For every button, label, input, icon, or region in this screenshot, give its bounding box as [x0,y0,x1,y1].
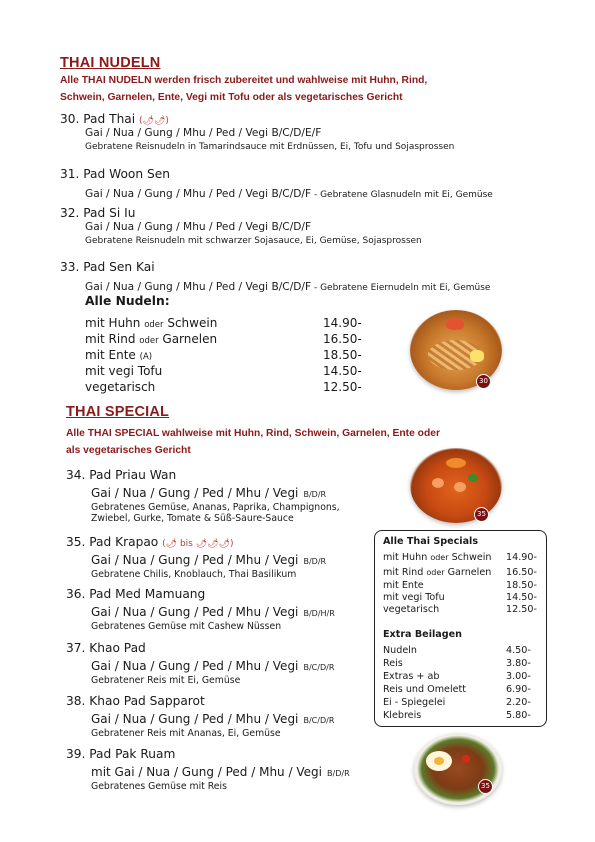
extra-price: 5.80- [506,710,531,721]
item-codes: B/D/R [327,769,350,778]
menu-item-32 [60,206,422,246]
menu-item-36 [66,587,335,632]
menu-item-30 [60,112,454,152]
box-price: 12.50- [506,604,537,615]
item-codes: B/D/R [303,557,327,566]
item-codes: B/C/D/R [303,663,335,672]
price-label-or: oder [139,336,159,346]
extra-price: 3.80- [506,658,531,669]
shrimp-shape [432,478,444,488]
desc-line: Schwein, Garnelen, Ente, Vegi mit Tofu oder als vegetarisches Gericht [60,92,403,103]
item-desc: Gebratener Reis mit Ananas, Ei, Gemüse [91,728,281,739]
item-variants-row [66,601,335,620]
box-label: mit Ente [383,580,424,591]
item-variants: Gai / Nua / Gung / Mhu / Ped / Vegi B/C/D/F [85,188,312,200]
item-variants: mit Gai / Nua / Gung / Ped / Mhu / Vegi [91,765,322,779]
item-variants-row [66,655,334,674]
menu-item-34 [66,468,340,524]
item-variants-row [66,482,340,501]
item-variants-row [60,182,493,201]
section-title-nudeln: THAI NUDELN [60,55,161,71]
box-row-label [383,567,491,578]
photo-badge: 30 [476,374,491,389]
price-label: mit Ente [85,348,140,362]
price-label: mit Rind [85,332,140,346]
specials-price-box [374,530,547,727]
spicy-indicator: (🌶 bis 🌶🌶🌶) [162,539,234,549]
price-value: 14.50- [323,364,362,378]
box-price: 16.50- [506,567,537,578]
vegetable-shape [468,474,478,482]
item-desc: Gebratenes Gemüse mit Cashew Nüssen [91,621,282,632]
item-title: 31. Pad Woon Sen [60,167,170,181]
item-variants-row [66,708,334,727]
egg-yolk-shape [434,757,444,765]
box-label-or: oder [426,568,445,577]
box-price: 14.50- [506,592,537,603]
item-desc: Gebratener Reis mit Ei, Gemüse [91,675,241,686]
pad-priau-wan-photo [410,448,502,523]
box-row-label [383,552,492,563]
item-desc: Gebratenes Gemüse mit Reis [91,781,227,792]
box-label: vegetarisch [383,604,440,615]
spicy-indicator: (🌶🌶) [139,116,169,126]
item-desc: Gebratene Chilis, Knoblauch, Thai Basilikum [91,569,297,580]
item-title: 39. Pad Pak Ruam [66,747,176,761]
prices-title: Alle Nudeln: [85,294,170,308]
extras-title: Extra Beilagen [383,629,462,640]
price-label: Schwein [163,316,218,330]
desc-line: Alle THAI NUDELN werden frisch zubereitet und wahlweise mit Huhn, Rind, [60,75,428,86]
menu-item-39 [66,747,350,792]
box-label: Schwein [448,552,492,563]
item-title: 36. Pad Med Mamuang [66,587,206,601]
box-label: mit Huhn [383,552,431,563]
price-label-note: (A) [139,352,153,362]
price-row-label [85,380,155,394]
item-codes: B/C/D/R [303,716,335,725]
extra-label: Klebreis [383,710,422,721]
price-value: 14.90- [323,316,362,330]
extra-price: 6.90- [506,684,531,695]
extra-label: Extras + ab [383,671,440,682]
price-label: Garnelen [158,332,218,346]
menu-item-33 [60,260,490,294]
extra-label: Reis und Omelett [383,684,467,695]
item-title: 30. Pad Thai [60,112,136,126]
menu-item-35 [66,535,326,580]
item-variants: Gai / Nua / Gung / Mhu / Ped / Vegi B/C/D/F [85,281,312,293]
extra-price: 3.00- [506,671,531,682]
extra-label: Ei - Spiegelei [383,697,446,708]
desc-line: Alle THAI SPECIAL wahlweise mit Huhn, Rind, Schwein, Garnelen, Ente oder [66,428,440,439]
item-title: 33. Pad Sen Kai [60,260,155,274]
item-codes: B/D/H/R [303,609,335,618]
price-label: vegetarisch [85,380,156,394]
item-variants: Gai / Nua / Gung / Ped / Mhu / Vegi [91,659,299,673]
box-title: Alle Thai Specials [383,536,479,547]
item-title-row [66,535,326,549]
item-codes: B/D/R [303,490,327,499]
price-label: mit Huhn [85,316,145,330]
item-desc: Gebratenes Gemüse, Ananas, Paprika, Champignons, [91,502,340,513]
price-row-label [85,364,162,378]
section-title-special: THAI SPECIAL [66,404,170,420]
box-label: Garnelen [444,567,492,578]
box-label: mit vegi Tofu [383,592,445,603]
price-value: 16.50- [323,332,362,346]
extra-label: Reis [383,658,403,669]
item-title: 35. Pad Krapao [66,535,159,549]
item-title: 38. Khao Pad Sapparot [66,694,205,708]
item-desc: Zwiebel, Gurke, Tomate & Süß-Saure-Sauce [91,513,294,524]
item-variants: Gai / Nua / Gung / Ped / Mhu / Vegi [91,553,299,567]
chili-shape [462,755,470,763]
box-price: 14.90- [506,552,537,563]
item-variants-row [60,275,490,294]
desc-line: als vegetarisches Gericht [66,445,191,456]
item-variants: Gai / Nua / Gung / Mhu / Ped / Vegi B/C/D/F [85,221,312,233]
item-variants: Gai / Nua / Gung / Mhu / Ped / Vegi B/C/D/E/F [85,127,322,139]
item-variants: Gai / Nua / Gung / Ped / Mhu / Vegi [91,486,299,500]
item-title: 37. Khao Pad [66,641,146,655]
fried-egg-shape [426,751,452,771]
item-variants: Gai / Nua / Gung / Ped / Mhu / Vegi [91,605,299,619]
price-row-label [85,348,152,362]
pad-krapao-photo [414,733,502,805]
menu-item-31 [60,167,493,201]
box-label: mit Rind [383,567,427,578]
photo-badge: 35 [478,779,493,794]
price-label-or: oder [144,320,164,330]
item-desc: - Gebratene Eiernudeln mit Ei, Gemüse [311,283,491,293]
extra-label: Nudeln [383,645,417,656]
garnish-shape [446,318,464,330]
item-desc: Gebratene Reisnudeln mit schwarzer Sojasauce, Ei, Gemüse, Sojasprossen [85,236,422,246]
menu-item-38 [66,694,334,739]
extra-price: 4.50- [506,645,531,656]
price-row-label [85,316,217,330]
item-title: 32. Pad Si Iu [60,206,136,220]
garnish-shape [446,458,466,468]
photo-badge: 35 [474,507,489,522]
item-title: 34. Pad Priau Wan [66,468,177,482]
box-price: 18.50- [506,580,537,591]
pad-thai-photo [410,310,502,390]
item-title-row [60,112,454,126]
price-label: mit vegi Tofu [85,364,163,378]
extra-price: 2.20- [506,697,531,708]
box-label-or: oder [430,553,449,562]
item-desc: - Gebratene Glasnudeln mit Ei, Gemüse [311,190,493,200]
shrimp-shape [454,482,466,492]
item-desc: Gebratene Reisnudeln in Tamarindsauce mit Erdnüssen, Ei, Tofu und Sojasprossen [85,142,455,152]
item-variants-row [66,761,350,780]
price-value: 18.50- [323,348,362,362]
section-desc-special [66,425,440,459]
item-variants: Gai / Nua / Gung / Ped / Mhu / Vegi [91,712,299,726]
price-value: 12.50- [323,380,362,394]
item-variants-row [66,549,326,568]
menu-item-37 [66,641,334,686]
price-row-label [85,332,217,346]
lemon-shape [470,350,484,362]
section-desc-nudeln [60,72,427,106]
